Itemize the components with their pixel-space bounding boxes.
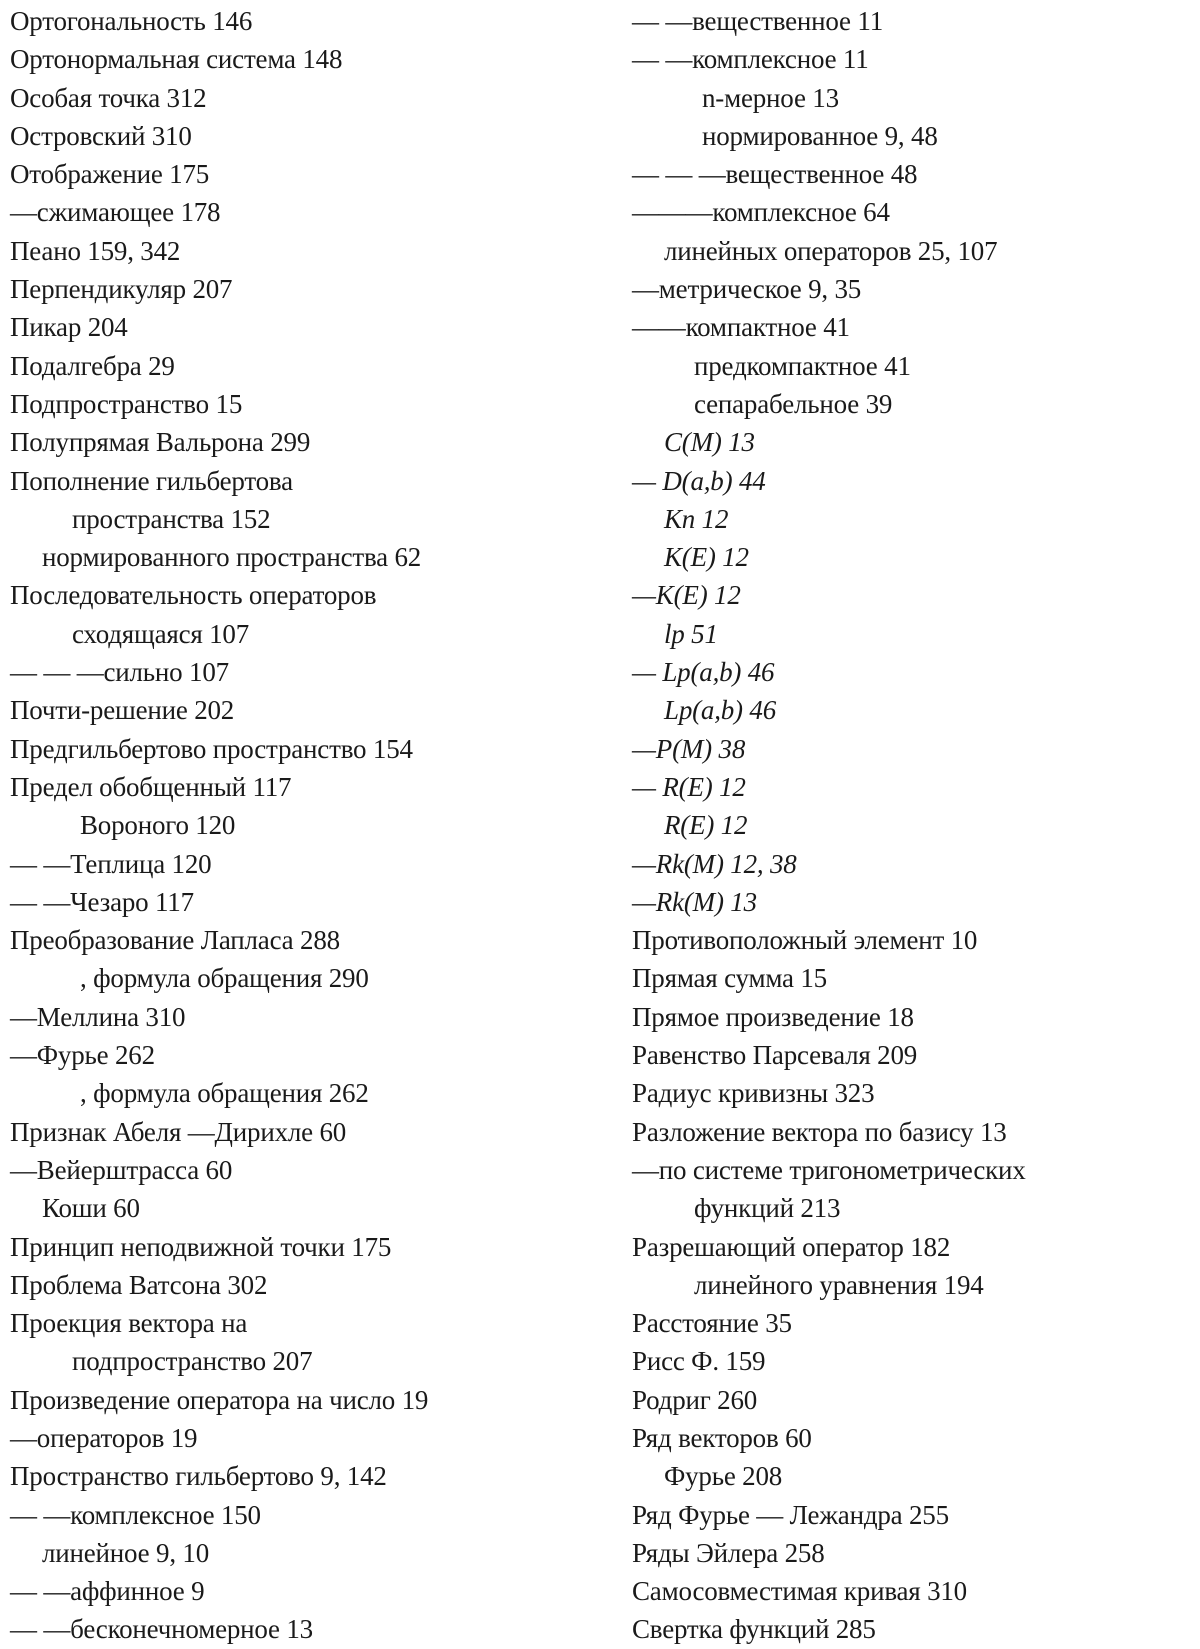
index-entry: Почти-решение 202	[10, 695, 235, 726]
index-entry: —сжимающее 178	[10, 197, 221, 228]
index-entry: Проблема Ватсона 302	[10, 1269, 268, 1300]
index-entry: Предел обобщенный 117	[10, 771, 292, 802]
index-entry: — — —сильно 107	[10, 657, 229, 688]
index-entry: —метрическое 9, 35	[632, 274, 862, 305]
index-column-right	[632, 2, 1192, 1649]
index-entry: Произведение оператора на число 19	[10, 1384, 429, 1415]
index-entry: предкомпактное 41	[694, 350, 911, 381]
index-entry: —Меллина 310	[10, 1001, 186, 1032]
index-entry: Разрешающий оператор 182	[632, 1231, 951, 1262]
index-entry: Радиус кривизны 323	[632, 1078, 875, 1109]
index-entry: Преобразование Лапласа 288	[10, 925, 340, 956]
index-entry: —Фурье 262	[10, 1040, 155, 1071]
index-entry: ——компактное 41	[632, 312, 850, 343]
index-entry: Предгильбертово пространство 154	[10, 733, 413, 764]
index-entry: — —аффинное 9	[10, 1576, 205, 1607]
index-entry: —Вейерштрасса 60	[10, 1154, 233, 1185]
index-entry: Lp(a,b) 46	[664, 695, 776, 726]
index-entry: ———комплексное 64	[632, 197, 890, 228]
index-entry: Пикар 204	[10, 312, 128, 343]
index-entry: Полупрямая Вальрона 299	[10, 427, 311, 458]
index-column-left	[10, 2, 610, 1649]
index-entry: Ряд Фурье — Лежандра 255	[632, 1499, 949, 1530]
index-entry: —по системе тригонометрических	[632, 1154, 1026, 1185]
index-entry: R(E) 12	[664, 810, 748, 841]
index-entry: lp 51	[664, 618, 718, 649]
index-entry: Ортогональность 146	[10, 6, 253, 36]
index-entry: —K(E) 12	[632, 580, 741, 611]
index-entry: Расстояние 35	[632, 1308, 792, 1339]
index-entry: — —комплексное 150	[10, 1499, 261, 1530]
index-entry: Отображение 175	[10, 159, 210, 190]
index-entry: Равенство Парсеваля 209	[632, 1040, 918, 1071]
index-entry: Островский 310	[10, 120, 192, 151]
index-entry: Ортонормальная система 148	[10, 44, 343, 75]
index-entry: —Rk(M) 12, 38	[632, 848, 797, 879]
index-entry: Ряд векторов 60	[632, 1422, 812, 1453]
index-entry: — —Теплица 120	[10, 848, 212, 879]
index-entry: Вороного 120	[80, 810, 236, 841]
index-entry: Особая точка 312	[10, 82, 207, 113]
index-entry: — —бесконечномерное 13	[10, 1614, 313, 1645]
index-entry: Kn 12	[664, 503, 729, 534]
index-entry: Самосовместимая кривая 310	[632, 1576, 967, 1607]
index-entry: Перпендикуляр 207	[10, 274, 233, 305]
index-entry: функций 213	[694, 1193, 841, 1224]
index-entry: линейного уравнения 194	[694, 1269, 984, 1300]
index-entry: — —комплексное 11	[632, 44, 869, 75]
index-entry: —операторов 19	[10, 1422, 198, 1453]
index-entry: линейное 9, 10	[42, 1537, 210, 1568]
index-entry: Последовательность операторов	[10, 580, 377, 611]
index-entry: Рисс Ф. 159	[632, 1346, 766, 1377]
index-entry: Прямая сумма 15	[632, 963, 827, 994]
index-entry: подпространство 207	[72, 1346, 313, 1377]
index-entry: пространства 152	[72, 503, 271, 534]
index-entry: — — —вещественное 48	[632, 159, 918, 190]
index-entry: Проекция вектора на	[10, 1308, 248, 1339]
index-entry: нормированное 9, 48	[702, 120, 938, 151]
index-entry: Разложение вектора по базису 13	[632, 1116, 1007, 1147]
index-entry: нормированного пространства 62	[42, 542, 422, 573]
index-entry: Пополнение гильбертова	[10, 465, 293, 496]
index-entry: сходящаяся 107	[72, 618, 250, 649]
index-entry: — —Чезаро 117	[10, 886, 194, 917]
index-entry: Пеано 159, 342	[10, 235, 181, 266]
index-entry: —P(M) 38	[632, 733, 746, 764]
index-entry: — —вещественное 11	[632, 6, 883, 36]
index-entry: Родриг 260	[632, 1384, 758, 1415]
index-entry: Противоположный элемент 10	[632, 925, 978, 956]
index-entry: Признак Абеля —Дирихле 60	[10, 1116, 347, 1147]
index-entry: Фурье 208	[664, 1461, 783, 1492]
index-entry: , формула обращения 262	[80, 1078, 369, 1109]
index-entry: — Lp(a,b) 46	[632, 657, 775, 688]
index-entry: Пространство гильбертово 9, 142	[10, 1461, 387, 1492]
index-entry: линейных операторов 25, 107	[664, 235, 998, 266]
index-entry: Принцип неподвижной точки 175	[10, 1231, 392, 1262]
index-entry: Свертка функций 285	[632, 1614, 876, 1645]
index-entry: K(E) 12	[664, 542, 749, 573]
index-entry: n-мерное 13	[702, 82, 839, 113]
index-entry: Ряды Эйлера 258	[632, 1537, 825, 1568]
index-entry: сепарабельное 39	[694, 388, 893, 419]
index-entry: —Rk(M) 13	[632, 886, 757, 917]
index-entry: , формула обращения 290	[80, 963, 369, 994]
index-entry: Подалгебра 29	[10, 350, 175, 381]
index-entry: Прямое произведение 18	[632, 1001, 914, 1032]
index-entry: Подпространство 15	[10, 388, 243, 419]
index-entry: — R(E) 12	[632, 771, 746, 802]
index-entry: — D(a,b) 44	[632, 465, 766, 496]
index-entry: Коши 60	[42, 1193, 140, 1224]
index-entry: C(M) 13	[664, 427, 755, 458]
